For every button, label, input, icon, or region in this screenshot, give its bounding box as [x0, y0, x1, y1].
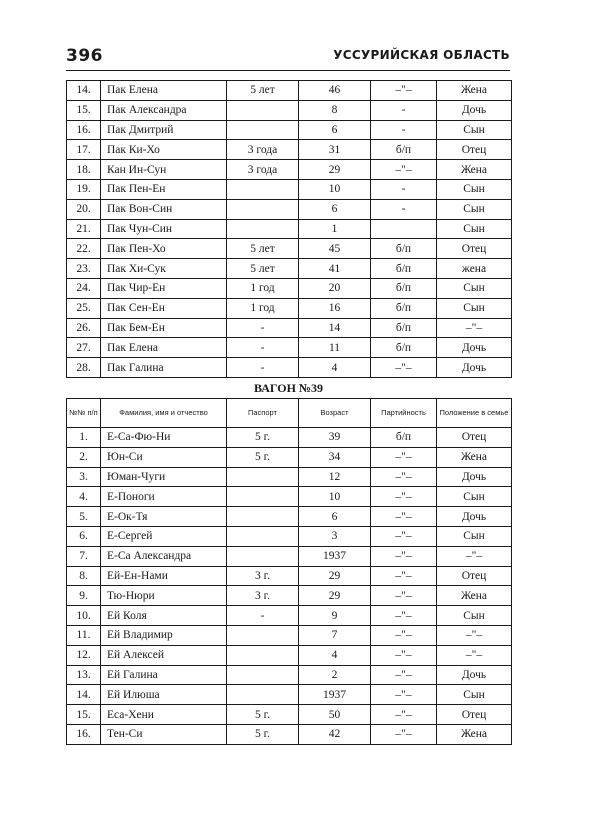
table-row: [67, 81, 512, 101]
person-name-cell: Е-Са-Фю-Ни: [101, 428, 227, 448]
family-role-cell: Дочь: [437, 467, 512, 487]
table-row: [67, 338, 512, 358]
family-role-cell: Сын: [437, 179, 512, 199]
age-cell: 2: [299, 665, 371, 685]
person-name-cell: Пак Бем-Ен: [101, 318, 227, 338]
family-role-cell: Сын: [437, 199, 512, 219]
row-number-cell: 18.: [67, 160, 101, 180]
passport-cell: 5 лет: [227, 259, 299, 279]
header-party: Партийность: [371, 399, 437, 428]
party-cell: –"–: [371, 507, 437, 527]
age-cell: 6: [299, 199, 371, 219]
person-name-cell: Ей Владимир: [101, 625, 227, 645]
row-number-cell: 11.: [67, 625, 101, 645]
row-number-cell: 26.: [67, 318, 101, 338]
person-name-cell: Пак Пен-Ен: [101, 179, 227, 199]
family-role-cell: Жена: [437, 160, 512, 180]
age-cell: 3: [299, 526, 371, 546]
person-name-cell: Пак Чун-Син: [101, 219, 227, 239]
age-cell: 20: [299, 278, 371, 298]
family-role-cell: Сын: [437, 278, 512, 298]
family-role-cell: Отец: [437, 140, 512, 160]
row-number-cell: 17.: [67, 140, 101, 160]
party-cell: –"–: [371, 665, 437, 685]
person-name-cell: Юман-Чуги: [101, 467, 227, 487]
family-role-cell: –"–: [437, 318, 512, 338]
person-name-cell: Ей Галина: [101, 665, 227, 685]
party-cell: –"–: [371, 645, 437, 665]
age-cell: 6: [299, 120, 371, 140]
row-number-cell: 2.: [67, 447, 101, 467]
row-number-cell: 13.: [67, 665, 101, 685]
header-family-role: Положение в семье: [437, 399, 512, 428]
passport-cell: 3 года: [227, 140, 299, 160]
passport-cell: 5 лет: [227, 81, 299, 101]
party-cell: –"–: [371, 586, 437, 606]
passport-cell: [227, 199, 299, 219]
passport-cell: [227, 645, 299, 665]
row-number-cell: 16.: [67, 120, 101, 140]
family-role-cell: Жена: [437, 586, 512, 606]
passport-cell: [227, 179, 299, 199]
age-cell: 29: [299, 566, 371, 586]
family-role-cell: –"–: [437, 645, 512, 665]
table-row: [67, 487, 512, 507]
passport-cell: 3 г.: [227, 586, 299, 606]
table-row: [67, 685, 512, 705]
row-number-cell: 12.: [67, 645, 101, 665]
row-number-cell: 9.: [67, 586, 101, 606]
passport-cell: 3 г.: [227, 566, 299, 586]
table-row: [67, 179, 512, 199]
party-cell: –"–: [371, 160, 437, 180]
passport-cell: [227, 120, 299, 140]
family-role-cell: Отец: [437, 428, 512, 448]
age-cell: 31: [299, 140, 371, 160]
party-cell: б/п: [371, 338, 437, 358]
person-name-cell: Е-Поноги: [101, 487, 227, 507]
row-number-cell: 8.: [67, 566, 101, 586]
family-role-cell: Сын: [437, 685, 512, 705]
table-row: [67, 586, 512, 606]
table-row: [67, 507, 512, 527]
header-age: Возраст: [299, 399, 371, 428]
age-cell: 4: [299, 645, 371, 665]
passport-cell: [227, 219, 299, 239]
passport-cell: -: [227, 318, 299, 338]
age-cell: 45: [299, 239, 371, 259]
passport-cell: [227, 467, 299, 487]
family-role-cell: жена: [437, 259, 512, 279]
party-cell: -: [371, 199, 437, 219]
passport-cell: [227, 526, 299, 546]
party-cell: –"–: [371, 625, 437, 645]
person-name-cell: Кан Ин-Сун: [101, 160, 227, 180]
person-name-cell: Пак Хи-Сук: [101, 259, 227, 279]
person-name-cell: Тю-Нюри: [101, 586, 227, 606]
age-cell: 39: [299, 428, 371, 448]
passport-cell: [227, 507, 299, 527]
wagon-title: ВАГОН №39: [254, 381, 323, 395]
party-cell: –"–: [371, 358, 437, 378]
table-row: [67, 665, 512, 685]
family-role-cell: Сын: [437, 487, 512, 507]
party-cell: б/п: [371, 239, 437, 259]
person-name-cell: Тен-Си: [101, 724, 227, 744]
passport-cell: -: [227, 358, 299, 378]
row-number-cell: 3.: [67, 467, 101, 487]
table-row: [67, 219, 512, 239]
party-cell: –"–: [371, 447, 437, 467]
row-number-cell: 28.: [67, 358, 101, 378]
row-number-cell: 22.: [67, 239, 101, 259]
table-row: [67, 298, 512, 318]
passport-cell: 5 г.: [227, 428, 299, 448]
table-row: [67, 606, 512, 626]
person-name-cell: Пак Елена: [101, 338, 227, 358]
table-row: [67, 358, 512, 378]
passport-cell: 1 год: [227, 298, 299, 318]
row-number-cell: 1.: [67, 428, 101, 448]
party-cell: б/п: [371, 140, 437, 160]
party-cell: б/п: [371, 298, 437, 318]
table-row: [67, 428, 512, 448]
age-cell: 41: [299, 259, 371, 279]
party-cell: -: [371, 120, 437, 140]
family-role-cell: –"–: [437, 546, 512, 566]
family-role-cell: Жена: [437, 447, 512, 467]
family-role-cell: Дочь: [437, 507, 512, 527]
party-cell: -: [371, 100, 437, 120]
row-number-cell: 5.: [67, 507, 101, 527]
person-name-cell: Пак Пен-Хо: [101, 239, 227, 259]
party-cell: –"–: [371, 606, 437, 626]
person-name-cell: Е-Ок-Тя: [101, 507, 227, 527]
age-cell: 6: [299, 507, 371, 527]
age-cell: 10: [299, 179, 371, 199]
person-name-cell: Пак Ки-Хо: [101, 140, 227, 160]
age-cell: 34: [299, 447, 371, 467]
wagon-39-table: [66, 398, 512, 745]
person-name-cell: Пак Александра: [101, 100, 227, 120]
age-cell: 14: [299, 318, 371, 338]
family-role-cell: Дочь: [437, 358, 512, 378]
table-row: [67, 318, 512, 338]
table-row: [67, 546, 512, 566]
age-cell: 7: [299, 625, 371, 645]
passport-cell: -: [227, 338, 299, 358]
family-role-cell: Дочь: [437, 338, 512, 358]
row-number-cell: 14.: [67, 685, 101, 705]
row-number-cell: 6.: [67, 526, 101, 546]
passport-cell: 5 лет: [227, 239, 299, 259]
person-name-cell: Пак Сен-Ен: [101, 298, 227, 318]
row-number-cell: 16.: [67, 724, 101, 744]
age-cell: 16: [299, 298, 371, 318]
person-name-cell: Ей Алексей: [101, 645, 227, 665]
age-cell: 10: [299, 487, 371, 507]
party-cell: –"–: [371, 705, 437, 725]
party-cell: б/п: [371, 428, 437, 448]
passport-cell: 3 года: [227, 160, 299, 180]
table-row: [67, 259, 512, 279]
family-role-cell: Сын: [437, 298, 512, 318]
family-role-cell: Сын: [437, 526, 512, 546]
age-cell: 4: [299, 358, 371, 378]
person-name-cell: Е-Са Александра: [101, 546, 227, 566]
table-header-row: [67, 399, 512, 428]
table-row: [67, 724, 512, 744]
age-cell: 12: [299, 467, 371, 487]
passport-cell: [227, 665, 299, 685]
header-name: Фамилия, имя и отчество: [101, 399, 227, 428]
table-row: [67, 645, 512, 665]
person-name-cell: Пак Вон-Син: [101, 199, 227, 219]
person-name-cell: Е-Сергей: [101, 526, 227, 546]
row-number-cell: 19.: [67, 179, 101, 199]
passport-cell: [227, 625, 299, 645]
age-cell: 29: [299, 160, 371, 180]
row-number-cell: 21.: [67, 219, 101, 239]
age-cell: 50: [299, 705, 371, 725]
family-role-cell: Сын: [437, 606, 512, 626]
family-role-cell: Жена: [437, 81, 512, 101]
passport-cell: [227, 100, 299, 120]
table-row: [67, 239, 512, 259]
party-cell: –"–: [371, 526, 437, 546]
party-cell: [371, 219, 437, 239]
row-number-cell: 23.: [67, 259, 101, 279]
table-row: [67, 278, 512, 298]
person-name-cell: Ей Илюша: [101, 685, 227, 705]
party-cell: –"–: [371, 566, 437, 586]
row-number-cell: 10.: [67, 606, 101, 626]
person-name-cell: Пак Дмитрий: [101, 120, 227, 140]
passport-cell: 5 г.: [227, 705, 299, 725]
person-name-cell: Еса-Хени: [101, 705, 227, 725]
table-row: [67, 625, 512, 645]
passport-cell: 5 г.: [227, 724, 299, 744]
passport-cell: -: [227, 606, 299, 626]
row-number-cell: 25.: [67, 298, 101, 318]
person-name-cell: Ей Коля: [101, 606, 227, 626]
family-role-cell: Жена: [437, 724, 512, 744]
passport-cell: 1 год: [227, 278, 299, 298]
row-number-cell: 24.: [67, 278, 101, 298]
family-role-cell: Сын: [437, 120, 512, 140]
passport-cell: [227, 487, 299, 507]
header-passport: Паспорт: [227, 399, 299, 428]
age-cell: 1: [299, 219, 371, 239]
page-number: 396: [66, 46, 103, 66]
age-cell: 42: [299, 724, 371, 744]
table-row: [67, 140, 512, 160]
table-row: [67, 120, 512, 140]
header-number: №№ п/п: [67, 399, 101, 428]
row-number-cell: 4.: [67, 487, 101, 507]
person-name-cell: Юн-Си: [101, 447, 227, 467]
age-cell: 11: [299, 338, 371, 358]
family-role-cell: Отец: [437, 705, 512, 725]
party-cell: –"–: [371, 546, 437, 566]
family-role-cell: Отец: [437, 239, 512, 259]
page-header: [66, 44, 510, 71]
table-row: [67, 100, 512, 120]
party-cell: –"–: [371, 685, 437, 705]
row-number-cell: 15.: [67, 100, 101, 120]
age-cell: 1937: [299, 546, 371, 566]
passport-cell: [227, 685, 299, 705]
row-number-cell: 14.: [67, 81, 101, 101]
family-role-cell: –"–: [437, 625, 512, 645]
row-number-cell: 27.: [67, 338, 101, 358]
party-cell: б/п: [371, 318, 437, 338]
family-role-cell: Сын: [437, 219, 512, 239]
row-number-cell: 20.: [67, 199, 101, 219]
row-number-cell: 15.: [67, 705, 101, 725]
party-cell: –"–: [371, 467, 437, 487]
table-row: [67, 467, 512, 487]
table-row: [67, 526, 512, 546]
age-cell: 8: [299, 100, 371, 120]
wagon-38-continued-table: [66, 80, 512, 378]
table-row: [67, 447, 512, 467]
person-name-cell: Ей-Ен-Нами: [101, 566, 227, 586]
party-cell: –"–: [371, 487, 437, 507]
age-cell: 46: [299, 81, 371, 101]
table-row: [67, 160, 512, 180]
party-cell: б/п: [371, 278, 437, 298]
age-cell: 29: [299, 586, 371, 606]
passport-cell: [227, 546, 299, 566]
family-role-cell: Дочь: [437, 665, 512, 685]
party-cell: –"–: [371, 81, 437, 101]
age-cell: 9: [299, 606, 371, 626]
family-role-cell: Отец: [437, 566, 512, 586]
party-cell: –"–: [371, 724, 437, 744]
table-row: [67, 705, 512, 725]
party-cell: -: [371, 179, 437, 199]
party-cell: б/п: [371, 259, 437, 279]
person-name-cell: Пак Чир-Ен: [101, 278, 227, 298]
table-row: [67, 566, 512, 586]
passport-cell: 5 г.: [227, 447, 299, 467]
row-number-cell: 7.: [67, 546, 101, 566]
age-cell: 1937: [299, 685, 371, 705]
person-name-cell: Пак Галина: [101, 358, 227, 378]
table-row: [67, 199, 512, 219]
family-role-cell: Дочь: [437, 100, 512, 120]
person-name-cell: Пак Елена: [101, 81, 227, 101]
running-title: УССУРИЙСКАЯ ОБЛАСТЬ: [333, 48, 510, 62]
